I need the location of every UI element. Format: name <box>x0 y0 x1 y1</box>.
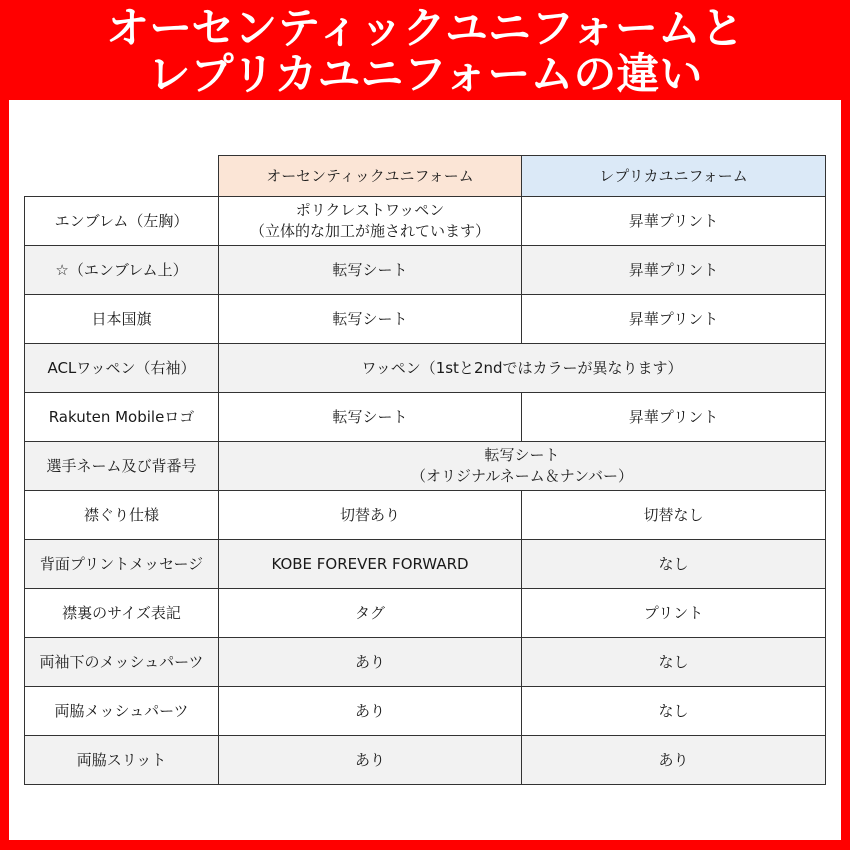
row-label: 両脇スリット <box>25 736 219 785</box>
row-label: 日本国旗 <box>25 295 219 344</box>
table-row <box>25 344 826 393</box>
table-row <box>25 393 826 442</box>
row-label: ACLワッペン（右袖） <box>25 344 219 393</box>
row-label: 選手ネーム及び背番号 <box>25 442 219 491</box>
table-row <box>25 197 826 246</box>
row-label: Rakuten Mobileロゴ <box>25 393 219 442</box>
row-label: 襟ぐり仕様 <box>25 491 219 540</box>
row-label: ☆（エンブレム上） <box>25 246 219 295</box>
authentic-cell: 転写シート <box>219 393 522 442</box>
authentic-cell: 転写シート <box>219 295 522 344</box>
authentic-cell: タグ <box>219 589 522 638</box>
table-row <box>25 540 826 589</box>
row-label: 両脇メッシュパーツ <box>25 687 219 736</box>
authentic-cell: あり <box>219 736 522 785</box>
replica-cell: 昇華プリント <box>522 393 826 442</box>
replica-cell: あり <box>522 736 826 785</box>
table-row <box>25 687 826 736</box>
row-label: 背面プリントメッセージ <box>25 540 219 589</box>
table-row <box>25 246 826 295</box>
replica-cell: 昇華プリント <box>522 246 826 295</box>
table-row <box>25 736 826 785</box>
merged-cell <box>219 442 826 491</box>
authentic-cell: 切替あり <box>219 491 522 540</box>
replica-cell: 切替なし <box>522 491 826 540</box>
authentic-cell: KOBE FOREVER FORWARD <box>219 540 522 589</box>
merged-cell: ワッペン（1stと2ndではカラーが異なります） <box>219 344 826 393</box>
authentic-cell-line: （立体的な加工が施されています） <box>249 222 490 240</box>
page-title <box>0 0 850 100</box>
header-replica: レプリカユニフォーム <box>522 156 826 197</box>
table-row <box>25 638 826 687</box>
header-authentic: オーセンティックユニフォーム <box>219 156 522 197</box>
title-line-1: オーセンティックユニフォームと <box>106 4 744 54</box>
replica-cell: プリント <box>522 589 826 638</box>
table-row <box>25 491 826 540</box>
table-header-row <box>25 156 826 197</box>
title-line-2: レプリカユニフォームの違い <box>147 50 703 100</box>
merged-cell-line: 転写シート <box>484 446 560 464</box>
authentic-cell: あり <box>219 638 522 687</box>
table-row <box>25 589 826 638</box>
replica-cell: 昇華プリント <box>522 295 826 344</box>
replica-cell: なし <box>522 687 826 736</box>
row-label: 両袖下のメッシュパーツ <box>25 638 219 687</box>
header-empty-cell <box>25 156 219 197</box>
row-label: 襟裏のサイズ表記 <box>25 589 219 638</box>
table-row <box>25 442 826 491</box>
authentic-cell: 転写シート <box>219 246 522 295</box>
authentic-cell-line: ポリクレストワッペン <box>295 201 445 219</box>
replica-cell: なし <box>522 540 826 589</box>
replica-cell: 昇華プリント <box>522 197 826 246</box>
comparison-table <box>24 155 826 785</box>
replica-cell: なし <box>522 638 826 687</box>
merged-cell-line: （オリジナルネーム＆ナンバー） <box>410 467 633 485</box>
row-label: エンブレム（左胸） <box>25 197 219 246</box>
table-row <box>25 295 826 344</box>
authentic-cell: あり <box>219 687 522 736</box>
authentic-cell <box>219 197 522 246</box>
